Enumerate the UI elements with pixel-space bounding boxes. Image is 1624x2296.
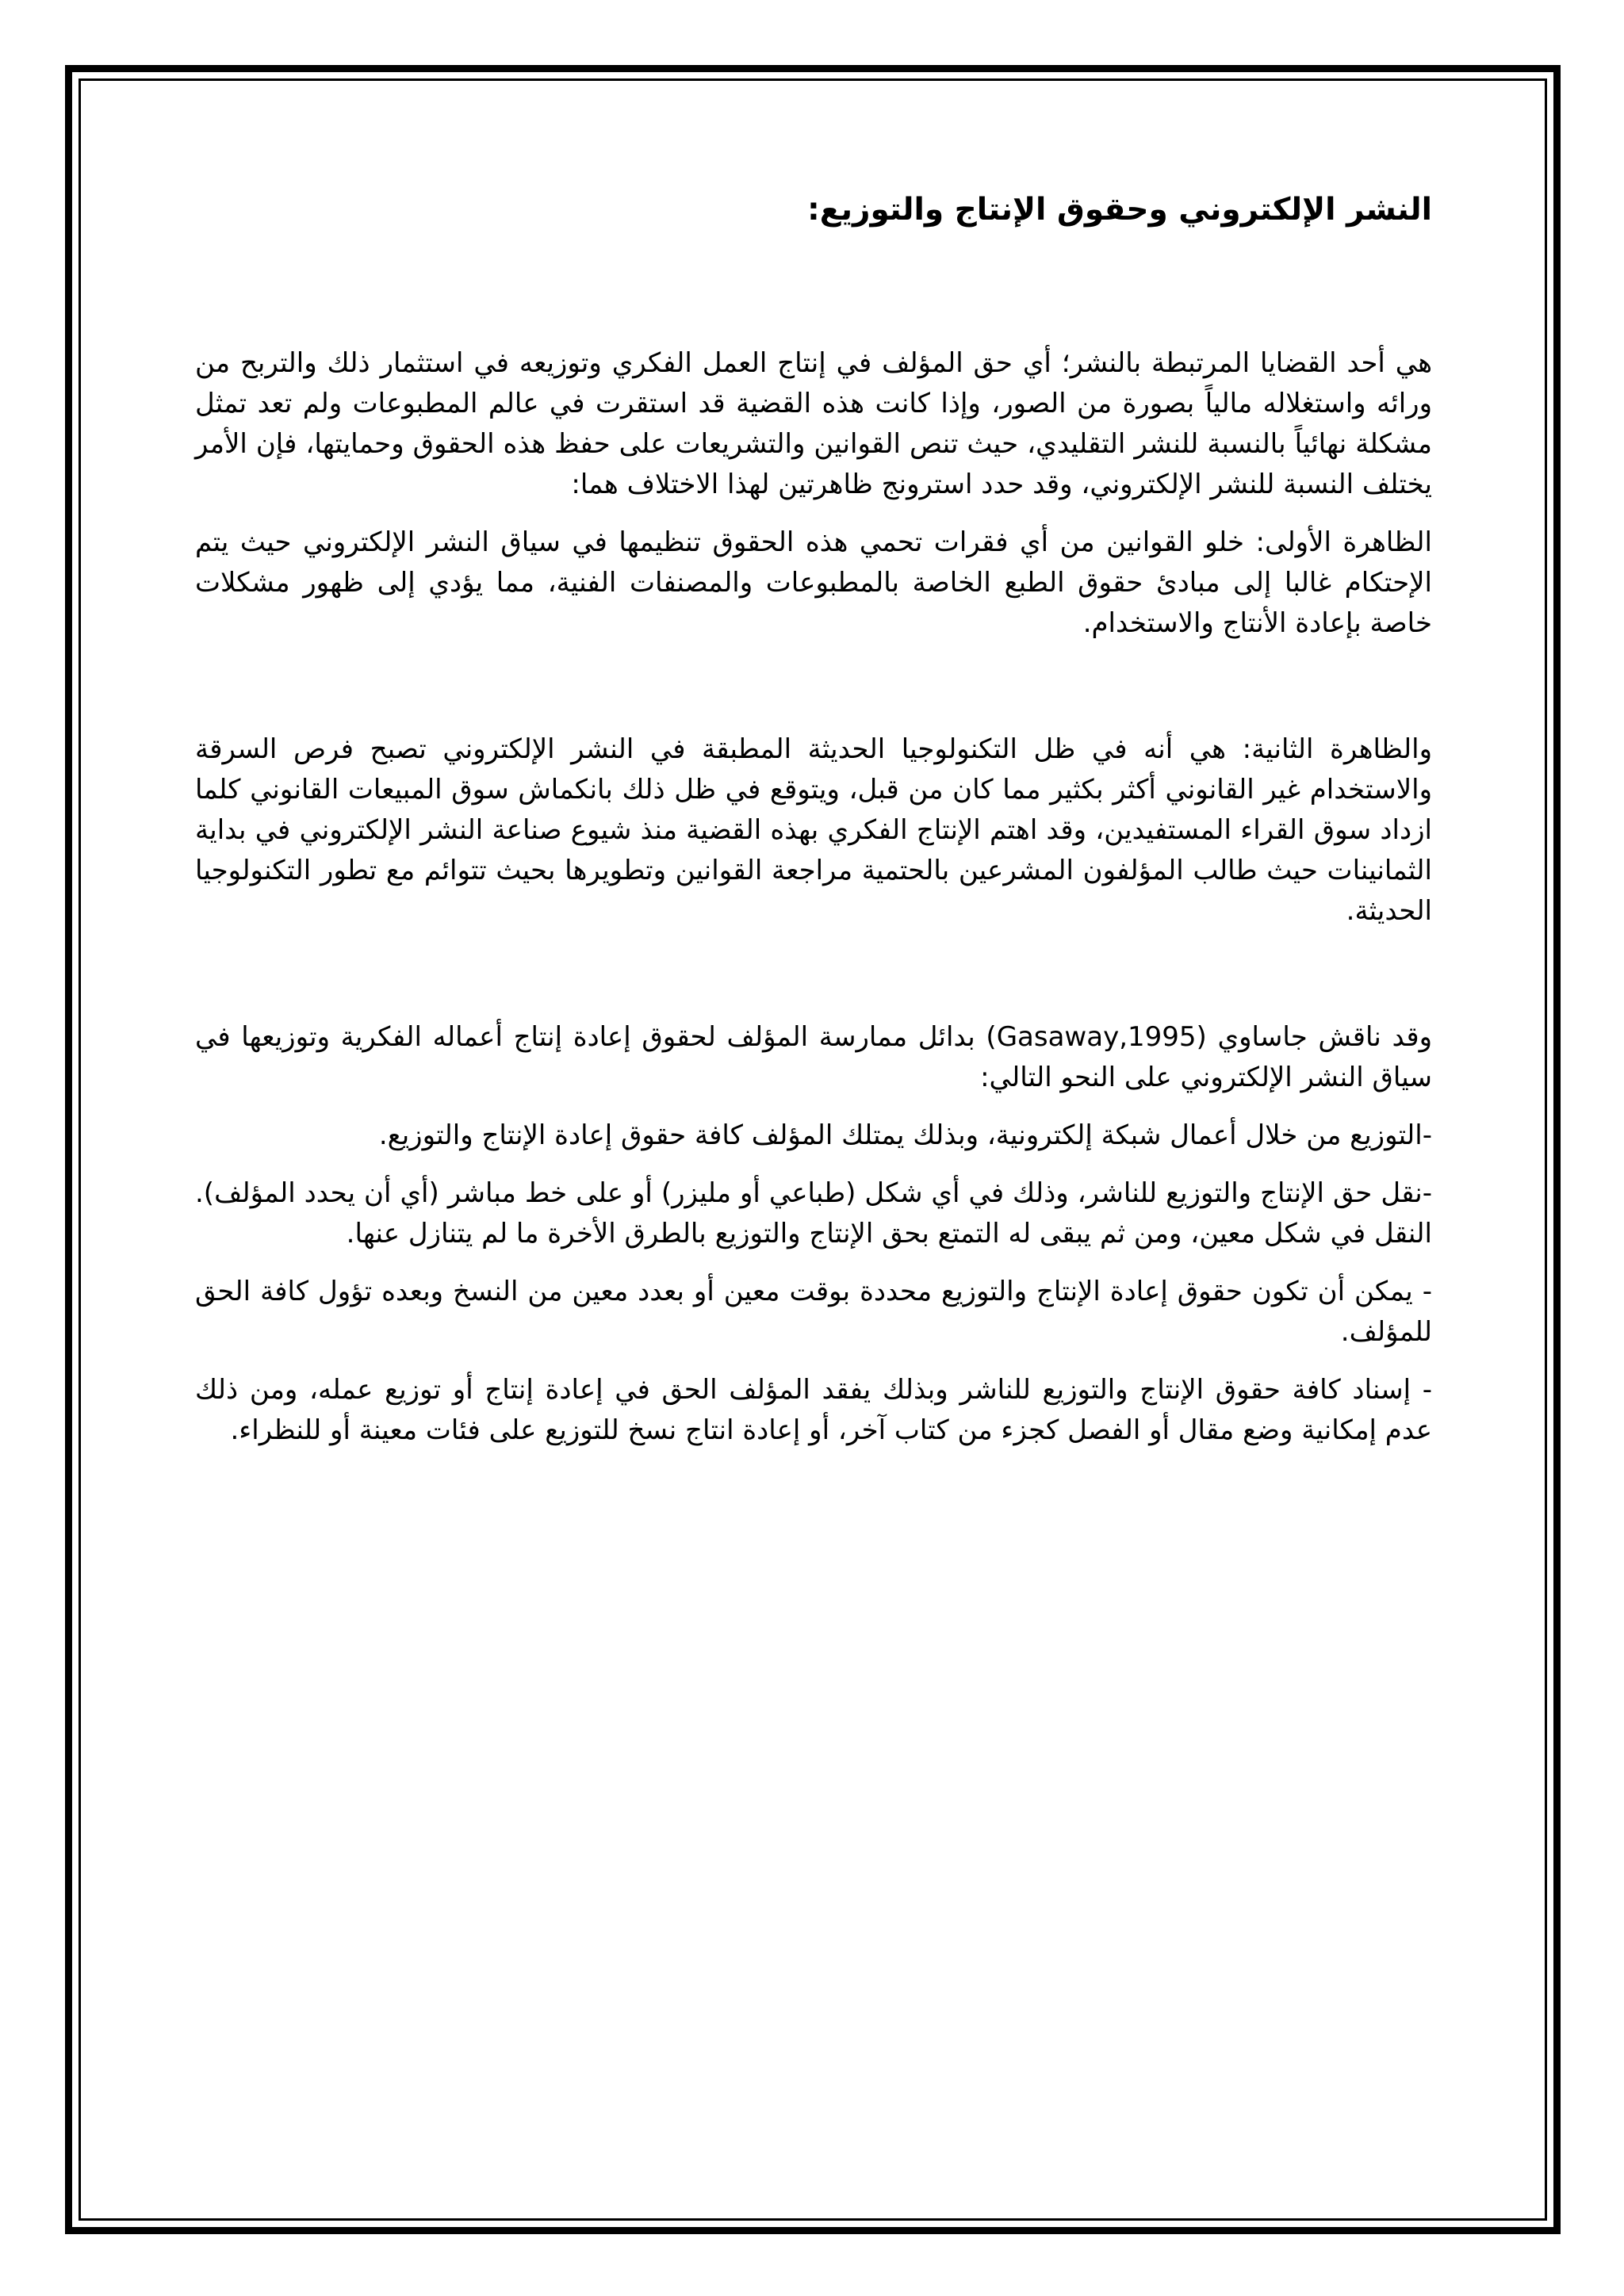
list-item-transfer-to-publisher: -نقل حق الإنتاج والتوزيع للناشر، وذلك في أي شكل (طباعي أو مليزر) أو على خط مباشر (أي أن يحدد المؤلف). النقل في شكل معين، ومن ثم يبقى له التمتع بحق الإنتاج والتوزيع بالطرق الأخرة ما لم يتنازل عنها. — [195, 1177, 1432, 1249]
section-heading: النشر الإلكتروني وحقوق الإنتاج والتوزيع: — [807, 192, 1432, 228]
paragraph-intro: هي أحد القضايا المرتبطة بالنشر؛ أي حق المؤلف في إنتاج العمل الفكري وتوزيعه في استثمار ذلك والتربح من ورائه واستغلاله مالياً بصورة من الصور، وإذا كانت هذه القضية قد استقرت في عالم المطبوعات ولم تعد تمثل مشكلة نهائياً بالنسبة للنشر التقليدي، حيث تنص القوانين والتشريعات على حفظ هذه الحقوق وحمايتها، فإن الأمر يختلف النسبة للنشر الإلكتروني، وقد حدد استرونج ظاهرتين لهذا الاختلاف هما: — [195, 346, 1432, 500]
list-item-full-assignment: - إسناد كافة حقوق الإنتاج والتوزيع للناشر وبذلك يفقد المؤلف الحق في إعادة إنتاج أو توزيع عمله، ومن ذلك عدم إمكانية وضع مقال أو الفصل كجزء من كتاب آخر، أو إعادة انتاج نسخ للتوزيع على فئات معينة أو للنظراء. — [195, 1373, 1432, 1446]
document-body — [195, 190, 1432, 1468]
list-item-limited-rights: - يمكن أن تكون حقوق إعادة الإنتاج والتوزيع محددة بوقت معين أو بعدد معين من النسخ وبعده تؤول كافة الحق للمؤلف. — [195, 1275, 1432, 1348]
paragraph-second-phenomenon: والظاهرة الثانية: هي أنه في ظل التكنولوجيا الحديثة المطبقة في النشر الإلكتروني تصبح فرص السرقة والاستخدام غير القانوني أكثر بكثير مما كان من قبل، ويتوقع في ظل ذلك بانكماش سوق المبيعات القانوني كلما ازداد سوق القراء المستفيدين، وقد اهتم الإنتاج الفكري بهذه القضية منذ شيوع صناعة النشر الإلكتروني في بداية الثمانينات حيث طالب المؤلفون المشرعين بالحتمية مراجعة القوانين وتطويرها بحيث تتوائم مع تطور التكنولوجيا الحديثة. — [195, 733, 1432, 927]
list-item-network-distribution: -التوزيع من خلال أعمال شبكة إلكترونية، وبذلك يمتلك المؤلف كافة حقوق إعادة الإنتاج والتوزيع. — [378, 1119, 1432, 1151]
paragraph-gasaway-intro: وقد ناقش جاساوي (Gasaway,1995) بدائل ممارسة المؤلف لحقوق إعادة إنتاج أعماله الفكرية وتوزيعها في سياق النشر الإلكتروني على النحو التالي: — [195, 1020, 1432, 1093]
paragraph-first-phenomenon: الظاهرة الأولى: خلو القوانين من أي فقرات تحمي هذه الحقوق تنظيمها في سياق النشر الإلكتروني حيث يتم الإحتكام غالبا إلى مبادئ حقوق الطبع الخاصة بالمطبوعات والمصنفات الفنية، مما يؤدي إلى ظهور مشكلات خاصة بإعادة الأنتاج والاستخدام. — [195, 526, 1432, 639]
